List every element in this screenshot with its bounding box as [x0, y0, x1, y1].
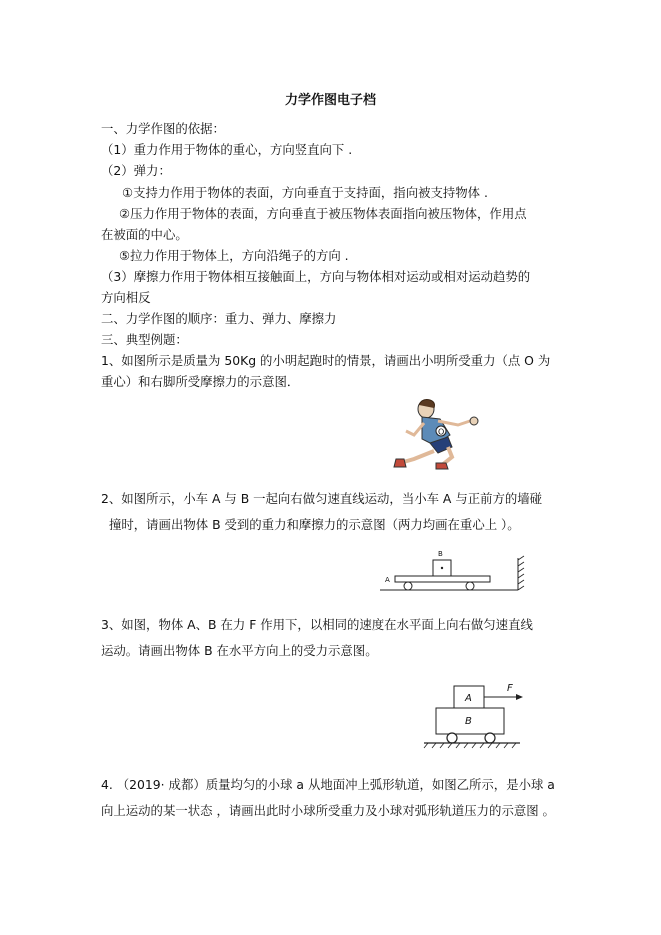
example1-line1: 1、如图所示是质量为 50Kg 的小明起跑时的情景，请画出小明所受重力（点 O 为 — [101, 353, 551, 368]
block-b-label: B — [465, 716, 472, 727]
wall-hatching — [518, 556, 524, 590]
wheel-left — [447, 733, 457, 743]
elastic-force-heading: （2）弹力： — [101, 163, 171, 178]
example2-line1: 2、如图所示，小车 A 与 B 一起向右做匀速直线运动，当小车 A 与正前方的墙碰 — [101, 491, 543, 506]
page-title: 力学作图电子档 — [284, 93, 376, 108]
section1-heading: 一、力学作图的依据： — [101, 121, 225, 136]
wheel-right — [485, 733, 495, 743]
support-force-rule: ①支持力作用于物体的表面，方向垂直于支持面，指向被支持物体 . — [122, 185, 488, 200]
cart-a-body — [395, 576, 490, 582]
runner-silhouette — [394, 400, 478, 469]
figure-blocks-force — [420, 678, 530, 754]
block-b-center — [441, 567, 443, 569]
figure-cart-wall — [380, 548, 530, 596]
figure-running-boy — [392, 395, 492, 473]
cart-a-label: A — [385, 576, 390, 584]
example4-line2: 向上运动的某一状态 ，请画出此时小球所受重力及小球对弧形轨道压力的示意图 。 — [101, 803, 555, 818]
force-f-label: F — [507, 683, 513, 694]
pressure-rule-line2: 在被面的中心。 — [101, 227, 188, 242]
friction-rule-line2: 方向相反 — [101, 290, 151, 305]
friction-rule-line1: （3）摩擦力作用于物体相互接触面上，方向与物体相对运动或相对运动趋势的 — [101, 269, 531, 284]
gravity-rule: （1）重力作用于物体的重心，方向竖直向下 . — [101, 142, 353, 157]
pressure-rule-line1: ②压力作用于物体的表面，方向垂直于被压物体表面指向被压物体，作用点 — [119, 206, 527, 221]
example3-line2: 运动。请画出物体 B 在水平方向上的受力示意图。 — [101, 643, 378, 658]
cart-wheel-left — [404, 582, 412, 590]
block-a-label: A — [465, 693, 472, 704]
example3-line1: 3、如图，物体 A、B 在力 F 作用下，以相同的速度在水平面上向右做匀速直线 — [101, 617, 533, 632]
block-b-label: B — [438, 550, 443, 558]
example1-line2: 重心）和右脚所受摩擦力的示意图． — [101, 374, 300, 389]
example2-line2: 撞时，请画出物体 B 受到的重力和摩擦力的示意图（两力均画在重心上 ）。 — [109, 517, 520, 532]
section3-heading: 三、典型例题： — [101, 332, 188, 347]
point-o-label: O — [438, 427, 445, 437]
ground-hatching — [424, 743, 516, 748]
tension-rule: ⑤拉力作用于物体上，方向沿绳子的方向 . — [119, 248, 349, 263]
force-f-arrowhead — [516, 694, 523, 700]
section2-order: 二、力学作图的顺序：重力、弹力、摩擦力 — [101, 311, 337, 326]
example4-line1: 4. （2019· 成都）质量均匀的小球 a 从地面冲上弧形轨道，如图乙所示，是小球 a — [101, 777, 555, 792]
cart-wheel-right — [466, 582, 474, 590]
